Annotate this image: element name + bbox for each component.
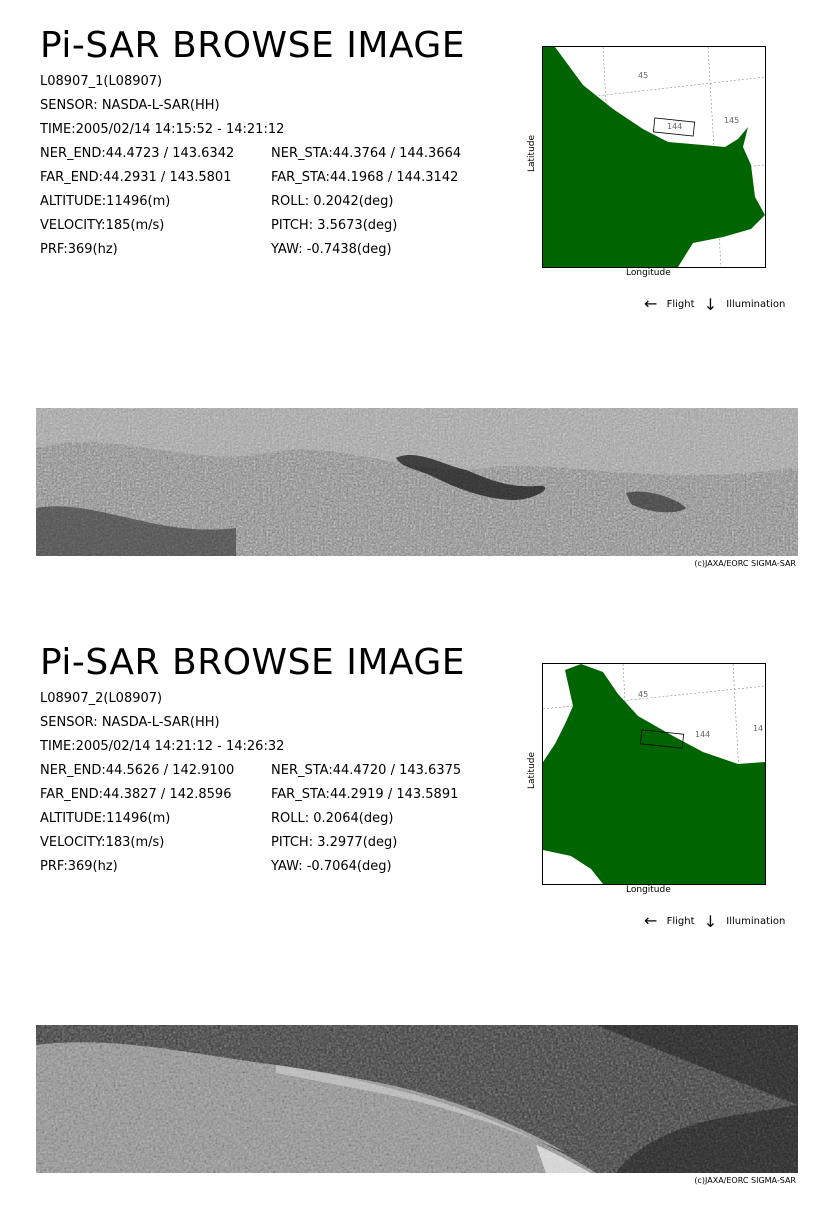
grid-label-lat: 45 bbox=[638, 690, 649, 699]
sar-texture bbox=[36, 408, 798, 556]
latitude-label: Latitude bbox=[527, 751, 537, 789]
location-map bbox=[542, 46, 766, 268]
altitude: ALTITUDE:11496(m) bbox=[40, 811, 171, 826]
grid-label-lon-1: 144 bbox=[695, 730, 711, 739]
prf: PRF:369(hz) bbox=[40, 859, 118, 874]
roll: ROLL: 0.2064(deg) bbox=[271, 811, 394, 826]
far-end: FAR_END:44.3827 / 142.8596 bbox=[40, 787, 232, 802]
sar-image bbox=[36, 408, 798, 556]
longitude-label: Longitude bbox=[626, 885, 671, 895]
ner-sta: NER_STA:44.4720 / 143.6375 bbox=[271, 763, 462, 778]
longitude-label: Longitude bbox=[626, 268, 671, 278]
far-sta: FAR_STA:44.1968 / 144.3142 bbox=[271, 170, 459, 185]
prf: PRF:369(hz) bbox=[40, 242, 118, 257]
illumination-label: Illumination bbox=[726, 916, 786, 927]
ner-end: NER_END:44.5626 / 142.9100 bbox=[40, 763, 235, 778]
browse-record-2 bbox=[0, 617, 822, 1212]
grid-label-lon-2: 145 bbox=[724, 116, 740, 125]
flight-label: Flight bbox=[666, 299, 695, 310]
sensor-text: SENSOR: NASDA-L-SAR(HH) bbox=[40, 715, 220, 730]
scene-id: L08907_1(L08907) bbox=[40, 74, 163, 89]
grid-label-lon-1: 144 bbox=[667, 122, 683, 131]
map-graphic bbox=[543, 47, 765, 267]
flight-legend bbox=[644, 911, 786, 931]
sar-texture bbox=[36, 1025, 798, 1173]
map-graphic bbox=[543, 664, 765, 884]
land-shape bbox=[543, 664, 765, 884]
grid-label-lat: 45 bbox=[638, 71, 649, 80]
left-arrow-icon: ← bbox=[644, 911, 658, 930]
far-sta: FAR_STA:44.2919 / 143.5891 bbox=[271, 787, 459, 802]
yaw: YAW: -0.7064(deg) bbox=[271, 859, 392, 874]
time-text: TIME:2005/02/14 14:15:52 - 14:21:12 bbox=[40, 122, 285, 137]
ner-sta: NER_STA:44.3764 / 144.3664 bbox=[271, 146, 462, 161]
copyright: (c)JAXA/EORC SIGMA-SAR bbox=[694, 559, 796, 568]
sensor-text: SENSOR: NASDA-L-SAR(HH) bbox=[40, 98, 220, 113]
land-shape bbox=[543, 47, 765, 267]
sar-image bbox=[36, 1025, 798, 1173]
grid-label-lon-2: 14 bbox=[753, 724, 764, 733]
page-title: Pi-SAR BROWSE IMAGE bbox=[40, 642, 466, 683]
velocity: VELOCITY:183(m/s) bbox=[40, 835, 165, 850]
flight-legend bbox=[644, 294, 786, 314]
flight-label: Flight bbox=[666, 916, 695, 927]
time-text: TIME:2005/02/14 14:21:12 - 14:26:32 bbox=[40, 739, 285, 754]
left-arrow-icon: ← bbox=[644, 294, 658, 313]
down-arrow-icon: ↓ bbox=[703, 295, 718, 314]
location-map bbox=[542, 663, 766, 885]
yaw: YAW: -0.7438(deg) bbox=[271, 242, 392, 257]
illumination-label: Illumination bbox=[726, 299, 786, 310]
roll: ROLL: 0.2042(deg) bbox=[271, 194, 394, 209]
far-end: FAR_END:44.2931 / 143.5801 bbox=[40, 170, 232, 185]
down-arrow-icon: ↓ bbox=[703, 912, 718, 931]
copyright: (c)JAXA/EORC SIGMA-SAR bbox=[694, 1176, 796, 1185]
page-title: Pi-SAR BROWSE IMAGE bbox=[40, 25, 466, 66]
pitch: PITCH: 3.2977(deg) bbox=[271, 835, 398, 850]
latitude-label: Latitude bbox=[527, 134, 537, 172]
browse-record-1 bbox=[0, 0, 822, 595]
pitch: PITCH: 3.5673(deg) bbox=[271, 218, 398, 233]
velocity: VELOCITY:185(m/s) bbox=[40, 218, 165, 233]
ner-end: NER_END:44.4723 / 143.6342 bbox=[40, 146, 235, 161]
scene-id: L08907_2(L08907) bbox=[40, 691, 163, 706]
altitude: ALTITUDE:11496(m) bbox=[40, 194, 171, 209]
